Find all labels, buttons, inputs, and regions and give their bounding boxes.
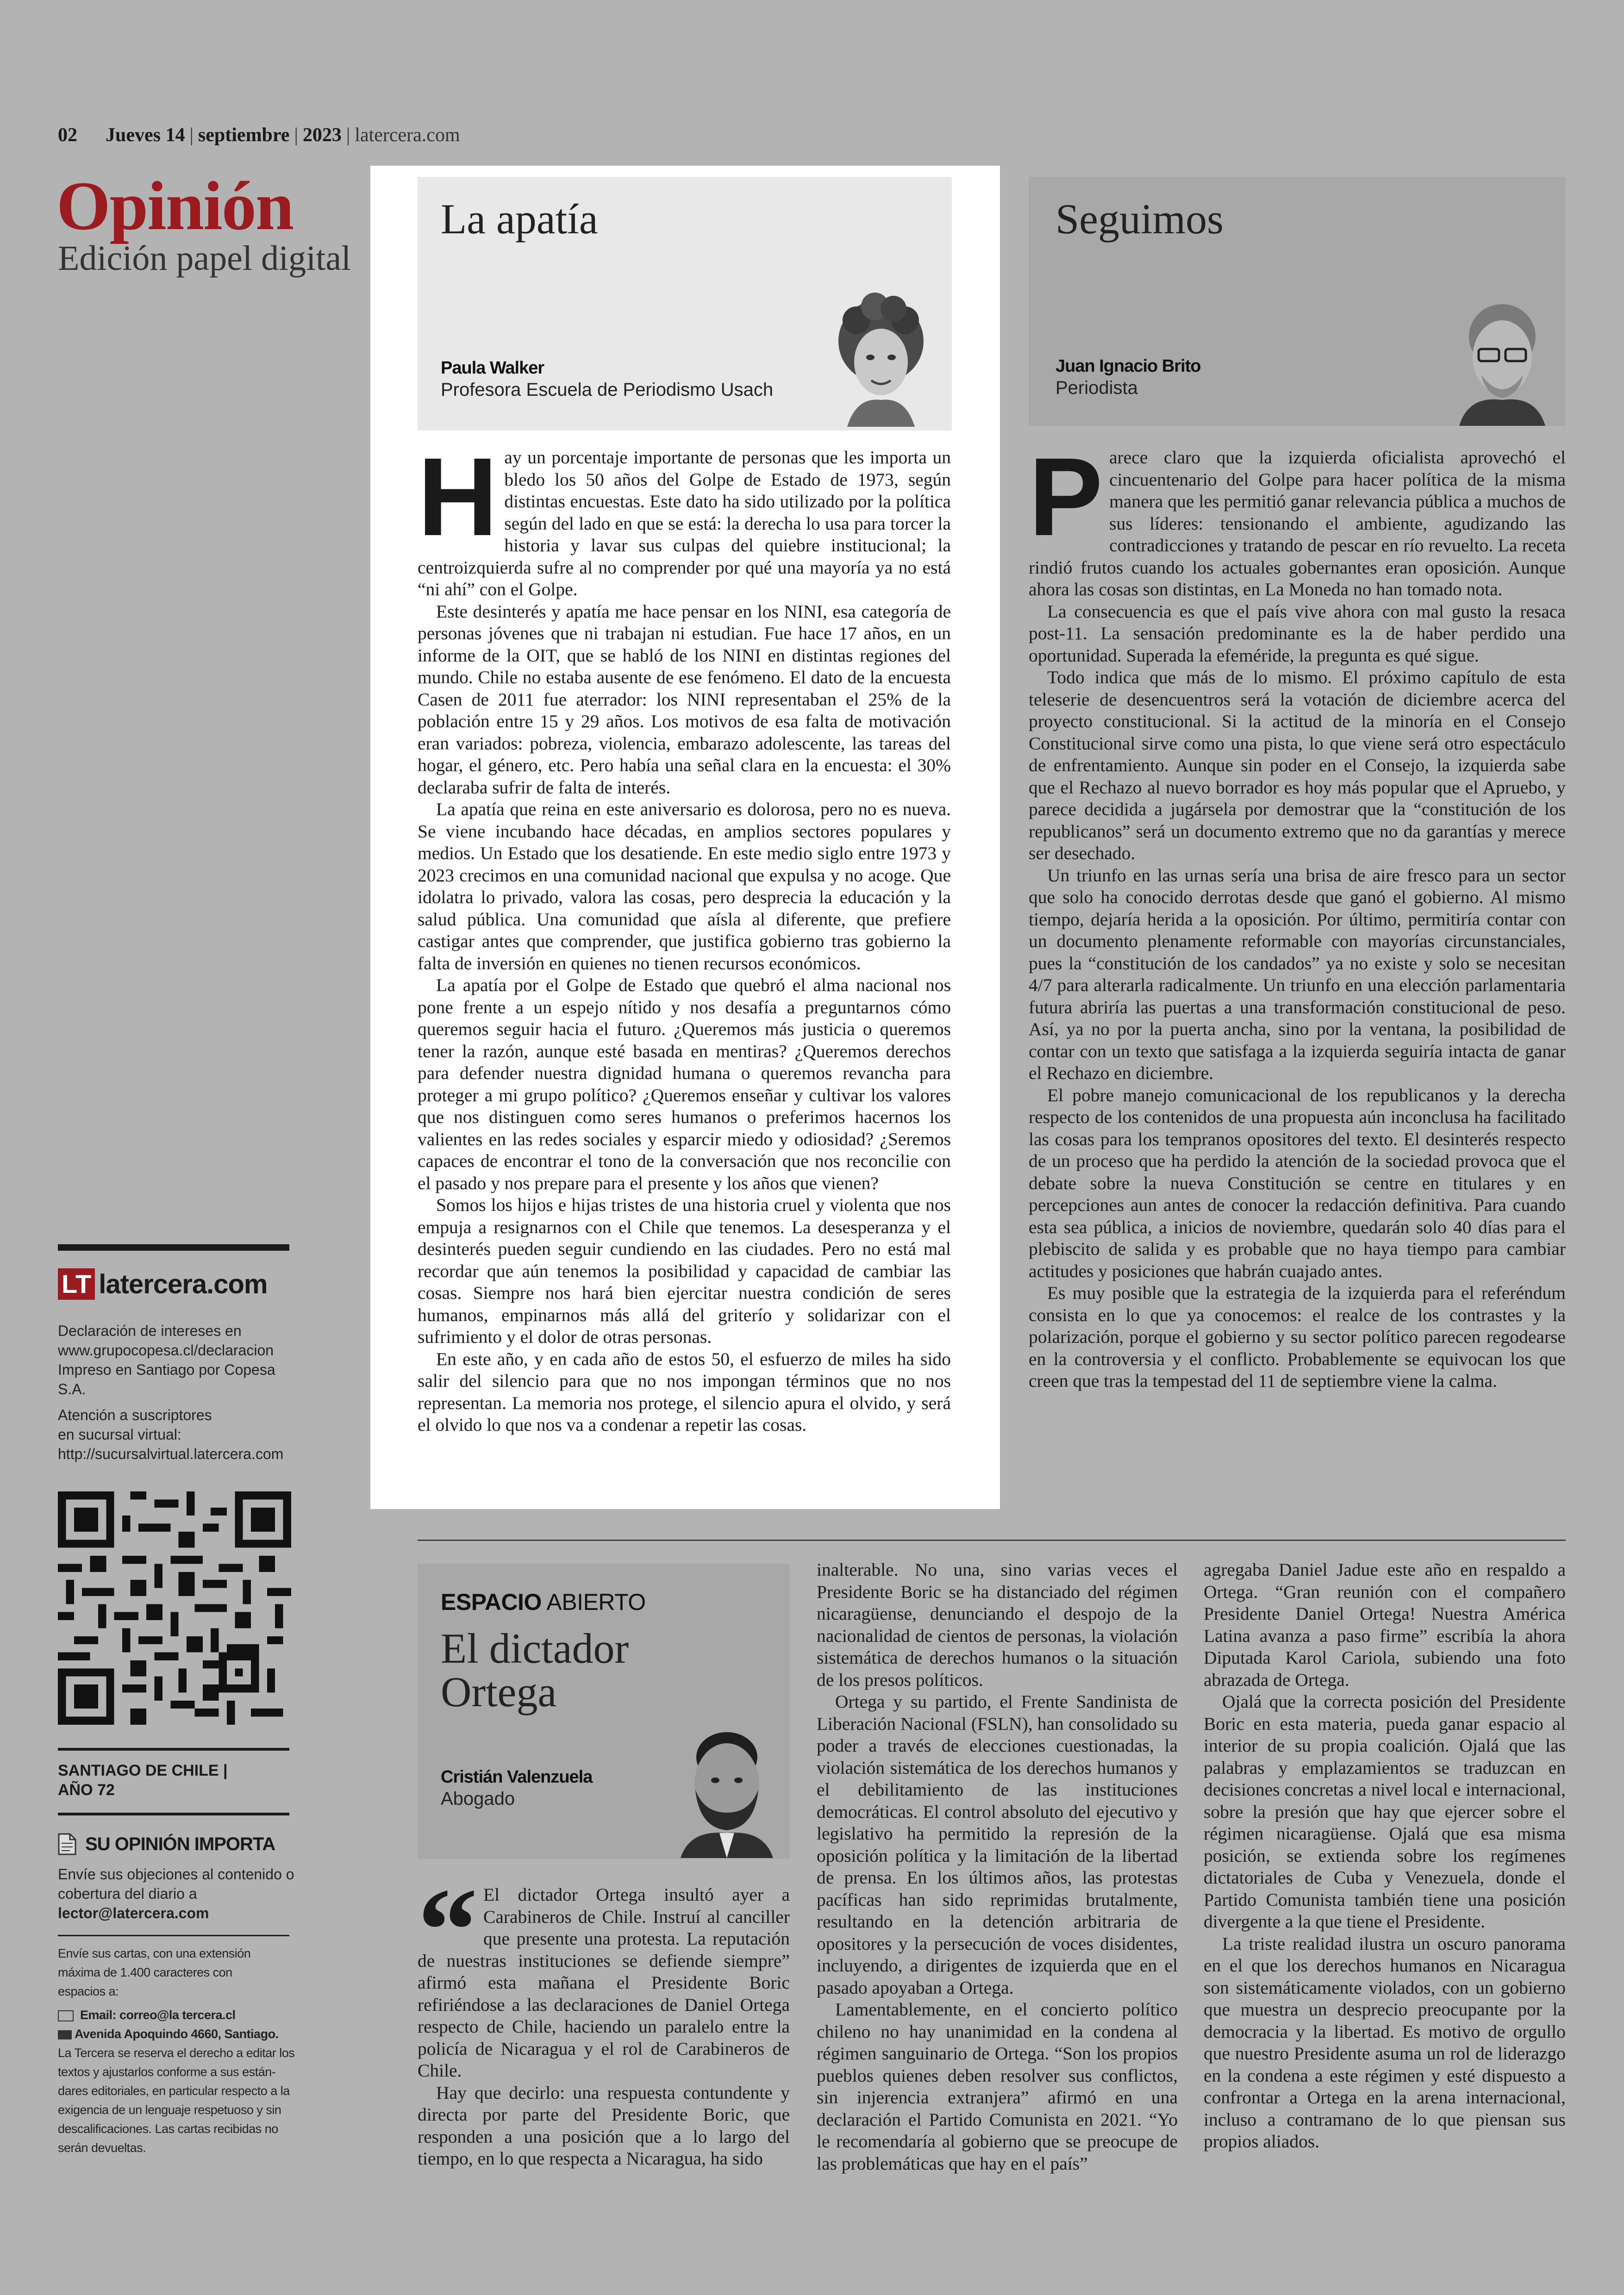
author-portrait <box>671 1720 782 1858</box>
mail-icon <box>58 2010 74 2021</box>
reader-email-link[interactable]: lector@latercera.com <box>58 1905 209 1921</box>
sidebar-rule <box>58 1244 289 1251</box>
subscribers-link[interactable]: http://sucursalvirtual.latercera.com <box>58 1446 284 1462</box>
text-line: exigencia de un lenguaje respetuoso y sin <box>58 2103 281 2117</box>
paragraph: La consecuencia es que el país vive ahora con mal gusto la resaca post-11. La sensación predominante es la de haber perdido una oportunidad. Superada la efeméride, la pregunta es qué sigue. <box>1029 601 1566 666</box>
author-role: Profesora Escuela de Periodismo Usach <box>441 380 774 400</box>
author-role: Abogado <box>441 1789 515 1809</box>
article-body-2 <box>1029 435 1566 1392</box>
kicker-light: ABIERTO <box>546 1589 646 1615</box>
text-line: en sucursal virtual: <box>58 1426 181 1443</box>
importa-text <box>58 1865 308 1923</box>
weekday: Jueves 14 <box>106 125 185 146</box>
paragraph: Este desinterés y apatía me hace pensar en los NINI, esa categoría de personas jóvenes que ni trabajan ni estudian. Fue hace 17 años, en un informe de la OIT, que se habló de los NINI en distintas regiones del mundo. Chile no estaba ausente de ese fenómeno. El dato de la encuesta Casen de 2011 fue aterrador: los NINI representaban el 25% de la población entre 15 y 29 años. Los motivos de esa falta de motivación eran variados: pobreza, violencia, embarazo adolescente, las tareas del hogar, el género, etc. Pero había una señal clara en la encuesta: el 30% declaraba sufrir de falta de interés. <box>418 601 951 798</box>
paragraph: Un triunfo en las urnas sería una brisa de aire fresco para un sector que solo ha conocido derrotas desde que ganó el gobierno. Al mismo tiempo, dejaría herida a la oposición. Por último, permitiría contar con un documento plenamente reformable con mayorías circunstanciales, pues la “constitución de los candados” ya no existe y solo se necesitan 4/7 para alterarla radicalmente. Un triunfo en una elección parlamentaria futura abriría las puertas a una transformación constitucional de peso. Así, ya no por la puerta ancha, sino por la ventana, la posibilidad de contar con un texto que satisfaga a la izquierda seguiría intacta de ganar el Rechazo en diciembre. <box>1029 865 1566 1083</box>
column-header-box <box>418 177 952 430</box>
declaration-link[interactable]: www.grupocopesa.cl/declaracion <box>58 1342 274 1359</box>
section-divider <box>418 1540 1566 1541</box>
text-line: Impreso en Santiago por Copesa S.A. <box>58 1361 275 1397</box>
title-line: El dictador <box>441 1625 629 1672</box>
envelope-icon <box>58 2030 72 2039</box>
article-body-3b <box>817 1559 1178 2175</box>
author-name: Cristián Valenzuela <box>441 1767 593 1787</box>
article-body-3c <box>1204 1559 1566 2153</box>
year: 2023 <box>302 125 342 146</box>
paragraph: La apatía que reina en este aniversario es dolorosa, pero no es nueva. Se viene incubando hace décadas, en amplios sectores populares y medios. Un Estado que los desatiende. En este medio siglo entre 1973 y 2023 crecimos en una comunidad nacional que expulsa y no acoge. Que idolatra lo privado, valora las cosas, pero desprecia la educación y la salud pública. Una comunidad que aísla al diferente, que prefiere castigar antes que comprender, que justifica gobierno tras gobierno la falta de inversión en quienes no tienen recursos económicos. <box>418 799 951 973</box>
declaration-block <box>58 1321 299 1399</box>
paragraph: El pobre manejo comunicacional de los republicanos y la derecha respecto de los contenidos de una propuesta aún inconclusa ha facilitado las cosas para los tempranos opositores del texto. El desinterés respecto de un proceso que ha perdido la atención de la sociedad provoca que el debate sobre la nueva Constitución se centre en titulares y en percepciones aun antes de conocer la redacción definitiva. Para cuando esta sea pública, a inicios de noviembre, quedarán solo 40 días para el plebiscito de salida y es probable que no haya tiempo para cambiar actitudes y posiciones que habrán cuajado antes. <box>1029 1085 1566 1281</box>
text-line: La Tercera se reserva el derecho a editar los <box>58 2046 295 2060</box>
column-kicker <box>441 1589 646 1615</box>
edition-label: Edición papel digital <box>58 239 351 278</box>
page-folio: 02 Jueves 14 | septiembre | 2023 | latercera.com <box>58 125 460 146</box>
paragraph: Es muy posible que la estrategia de la izquierda para el referéndum consista en lo que ya conocemos: el realce de los contrastes y la polarización, porque el gobierno y su sector político parecen regodearse en la controversia y el conflicto. Probablemente se equivocan los que creen que tras la tempestad del 11 de septiembre viene la calma. <box>1029 1283 1566 1391</box>
column-title: La apatía <box>441 195 598 243</box>
paragraph: arece claro que la izquierda oficialista aprovechó el cincuentenario del Golpe para hacer política de la misma manera que les permitió ganar relevancia pública a muchos de sus líderes: tensionando el ambiente, agudizando las contradicciones y tratando de pescar en río revuelto. La receta rindió frutos cuando los actuales gobernantes eran oposición. Aunque ahora las cosas son distintas, en La Moneda no han tomado nota. <box>1029 447 1566 599</box>
paragraph: El dictador Ortega insultó ayer a Carabineros de Chile. Instruí al canciller que presente una protesta. La reputación de nuestras instituciones se defiende siempre” afirmó esta mañana el Presidente Boric refiriéndose a las declaraciones de Daniel Ortega respecto de Chile, haciendo un paralelo entre la policía de Nicaragua y el rol de Carabineros de Chile. <box>418 1884 790 2081</box>
subscribers-block <box>58 1405 317 1464</box>
opinion-importa-header <box>58 1833 275 1855</box>
email-line[interactable] <box>58 2006 299 2025</box>
column-header-box <box>1029 177 1566 426</box>
author-name: Paula Walker <box>441 358 544 378</box>
text-line: Atención a suscriptores <box>58 1407 212 1423</box>
page-number: 02 <box>58 125 77 146</box>
letters-info <box>58 1944 299 2158</box>
text-line: Envíe sus objeciones al contenido o <box>58 1866 294 1883</box>
column-header-box <box>418 1564 790 1859</box>
author-name: Juan Ignacio Brito <box>1056 356 1201 376</box>
author-portrait <box>829 293 933 427</box>
sidebar-rule <box>58 1748 289 1751</box>
paragraph: Somos los hijos e hijas tristes de una historia cruel y violenta que nos empuja a resignarnos con el Chile que tenemos. La desesperanza y el desinterés pueden seguir cundiendo en las ciudades. Pero no está mal recordar que aún tenemos la posibilidad y capacidad de cambiar las cosas. Siempre nos hará bien ejercitar nuestra condición de seres humanos, empinarnos más allá del griterío y solidarizar con el sufrimiento y el dolor de otras personas. <box>418 1195 951 1347</box>
paragraph: La apatía por el Golpe de Estado que quebró el alma nacional nos pone frente a un espejo nítido y nos desafía a preguntarnos cómo queremos seguir hacia el futuro. ¿Queremos más justicia o queremos tener la razón, aunque esté basada en mentiras? ¿Queremos derechos para defender nuestra dignidad humana o queremos revancha para proteger a mi grupo político? ¿Queremos enseñar y cultivar los valores que nos distinguen como seres humanos o preferimos hacernos los valientes en las redes sociales y esparcir miedo y odiosidad? ¿Seremos capaces de encontrar el tono de la conversación que nos reconcilie con el pasado y nos prepare para el presente y los años que vienen? <box>418 975 951 1193</box>
paragraph: En este año, y en cada año de estos 50, el esfuerzo de miles ha sido salir del silencio para que no nos impongan términos que no nos representan. La memoria nos protege, el silencio apura el olvido, y será el olvido lo que nos va a condenar a repetir las cosas. <box>418 1348 951 1435</box>
address-line <box>58 2025 299 2044</box>
text-line: cobertura del diario a <box>58 1885 197 1902</box>
paragraph: Hay que decirlo: una respuesta contundente y directa por parte del Presidente Boric, que responden a una posición que a lo largo del tiempo, en lo que respecta a Nicaragua, ha sido <box>418 2082 790 2169</box>
paragraph: agregaba Daniel Jadue este año en respaldo a Ortega. “Gran reunión con el compañero Presidente Daniel Ortega! Nuestra América Latina avanza a paso firme” escribía la ahora Diputada Karol Cariola, subiendo una foto abrazada de Ortega. <box>1204 1559 1566 1690</box>
text-line: espacios a: <box>58 1984 119 1998</box>
paragraph: Ojalá que la correcta posición del Presidente Boric en esta materia, pueda ganar espacio al interior de su propia coalición. Ojalá que las palabras y emplazamientos se traduzcan en decisiones concretas a nivel local e internacional, sobre la presión que hay que ejercer sobre el régimen nicaragüense. Ojalá que esa misma posición, se extienda sobre los regímenes dictatoriales de Cuba y Venezuela, donde el Partido Comunista también tiene una posición divergente a la que tiene el Presidente. <box>1204 1691 1566 1932</box>
city-label: SANTIAGO DE CHILE | <box>58 1762 228 1779</box>
city-year <box>58 1761 228 1800</box>
column-title: Seguimos <box>1056 195 1224 243</box>
paragraph: inalterable. No una, sino varias veces el Presidente Boric se ha distanciado del régimen nicaragüense, denunciando el despojo de la nacionalidad de cientos de personas, la violación sistemática de derechos humanos o la situación de los presos políticos. <box>817 1559 1178 1690</box>
paragraph: ay un porcentaje importante de personas que les importa un bledo los 50 años del Golpe de Estado de 1973, según distintas encuestas. Este dato ha sido utilizado por la política según del lado en que se está: la derecha lo usa para torcer la historia y lavar sus culpas del quiebre institucional; la centroizquierda sufre al no comprender por qué una mayoría ya no está “ni ahí” con el Golpe. <box>418 447 951 599</box>
latercera-logo[interactable] <box>58 1268 268 1300</box>
paragraph: Ortega y su partido, el Frente Sandinista de Liberación Nacional (FSLN), han consolidado su poder a través de elecciones cuestionadas, la violación sistemática de los derechos humanos y el debilitamiento de las instituciones democráticas. El control absoluto del ejecutivo y legislativo ha permitido la represión de la oposición política y la limitación de la libertad de prensa. En los últimos años, las protestas pacíficas han sido reprimidas brutalmente, resultando en la detención arbitraria de opositores y la persecución de voces disidentes, incluyendo, a dirigentes de izquierda que en el pasado apoyaban a Ortega. <box>817 1691 1178 1998</box>
paragraph: La triste realidad ilustra un oscuro panorama en el que los derechos humanos en Nicaragua son sistemáticamente violados, con un gobierno que muestra un desprecio preocupante por la democracia y la libertad. Es motivo de orgullo que nuestro Presidente asuma un rol de liderazgo en la condena a este régimen y esté dispuesto a confrontar a Ortega en la arena internacional, incluso a contramano de lo que piensan sus propios aliados. <box>1204 1933 1566 2152</box>
paragraph: Lamentablemente, en el concierto político chileno no hay unanimidad en la condena al régimen sanguinario de Ortega. “Son los propios pueblos quienes deben resolver sus conflictos, sin injerencia extranjera” afirmó en una declaración el Partido Comunista en 2021. “Yo le recomendaría al gobierno que se preocupe de las problemáticas que hay en el país” <box>817 1999 1178 2174</box>
text-line: máxima de 1.400 caracteres con <box>58 1965 232 1979</box>
article-body-3a <box>418 1864 790 2170</box>
text-line: serán devueltas. <box>58 2141 146 2155</box>
site-link[interactable]: latercera.com <box>355 125 460 146</box>
qr-code[interactable] <box>58 1491 291 1725</box>
author-portrait <box>1450 293 1555 426</box>
title-line: Ortega <box>441 1668 557 1715</box>
month: septiembre <box>198 125 290 146</box>
year-label: AÑO 72 <box>58 1781 115 1799</box>
document-icon <box>58 1833 76 1855</box>
address-text: Avenida Apoquindo 4660, Santiago. <box>75 2027 279 2041</box>
text-line: Envíe sus cartas, con una extensión <box>58 1946 251 1960</box>
text-line: descalificaciones. Las cartas recibidas no <box>58 2122 278 2136</box>
sidebar-rule <box>58 1813 289 1815</box>
text-line: textos y ajustarlos conforme a sus están- <box>58 2065 276 2079</box>
logo-box: LT <box>58 1268 95 1300</box>
article-body-1 <box>418 435 951 1436</box>
drop-cap: H <box>418 435 498 559</box>
column-title <box>441 1627 629 1714</box>
kicker-bold: ESPACIO <box>441 1589 542 1615</box>
email-text: Email: correo@la tercera.cl <box>80 2008 236 2022</box>
drop-cap: P <box>1029 435 1103 559</box>
text-line: dares editoriales, en particular respecto a la <box>58 2084 290 2098</box>
author-role: Periodista <box>1056 378 1138 398</box>
sidebar-rule <box>58 1935 289 1936</box>
importa-title: SU OPINIÓN IMPORTA <box>85 1834 275 1854</box>
text-line: Declaración de intereses en <box>58 1322 242 1339</box>
paragraph: Todo indica que más de lo mismo. El próximo capítulo de esta teleserie de desencuentros será la votación de diciembre acerca del proyecto constitucional. Si la actitud de la minoría en el Consejo Constitucional sirve como una pista, lo que viene será otro espectáculo de enfrentamiento. Aunque sin poder en el Consejo, la izquierda sabe que el Rechazo al nuevo borrador es hoy más popular que el Apruebo, y parece decidida a jugársela por demostrar que la “constitución de los republicanos” será un documento extremo que no da garantías y merece ser desechado. <box>1029 667 1566 863</box>
quote-mark: “ <box>418 1864 478 1997</box>
section-title: Opinión <box>56 168 294 244</box>
logo-name: latercera.com <box>99 1269 268 1299</box>
